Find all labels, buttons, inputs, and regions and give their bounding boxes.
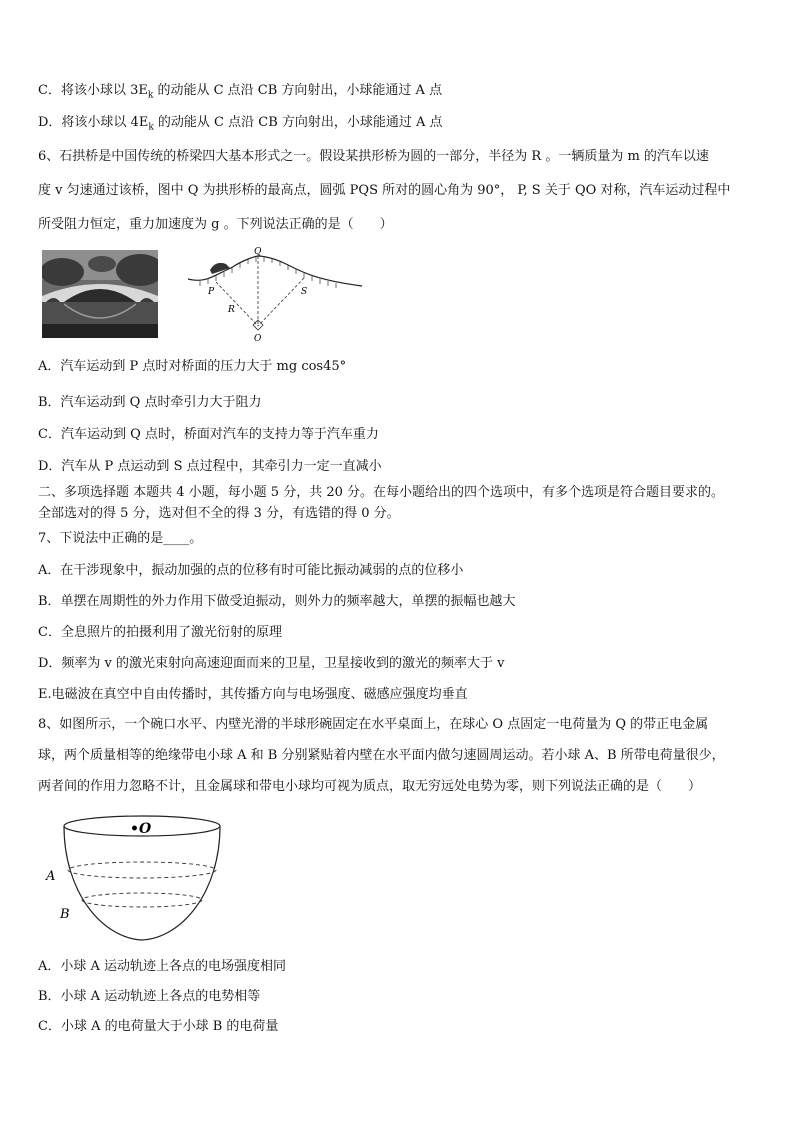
q5-option-d-text: D．将该小球以 4E <box>38 115 149 130</box>
q6-stem-line3: 所受阻力恒定，重力加速度为 g 。下列说法正确的是（ ） <box>38 217 393 232</box>
label-o: O <box>254 334 262 344</box>
q8-option-c: C．小球 A 的电荷量大于小球 B 的电荷量 <box>38 1019 279 1034</box>
q5-option-d <box>38 114 443 137</box>
q5-option-c-rest: 的动能从 C 点沿 CB 方向射出，小球能通过 A 点 <box>153 83 443 98</box>
label-bowl-o: •O <box>130 821 152 837</box>
q7-option-d: D．频率为 v 的激光束射向高速迎面而来的卫星，卫星接收到的激光的频率大于 v <box>38 656 505 671</box>
q7-stem: 7、下说法中正确的是____。 <box>38 531 203 546</box>
label-a: A <box>46 869 56 884</box>
q5-option-c-sub: k <box>147 90 154 101</box>
q5-option-d-sub: k <box>148 122 154 133</box>
q7-option-b: B．单摆在周期性的外力作用下做受迫振动，则外力的频率越大，单摆的振幅也越大 <box>38 594 516 609</box>
label-r: R <box>228 305 235 315</box>
section2-line1: 二、多项选择题 本题共 4 小题，每小题 5 分，共 20 分。在每小题给出的四个选项中，有多个选项是符合题目要求的。 <box>38 485 725 500</box>
q6-option-a: A．汽车运动到 P 点时对桥面的压力大于 mg cos45° <box>38 359 347 374</box>
q6-stem-line2: 度 v 匀速通过该桥，图中 Q 为拱形桥的最高点，圆弧 PQS 所对的圆心角为 90°， P, S 关于 QO 对称，汽车运动过程中 <box>38 183 731 198</box>
q7-option-c: C．全息照片的拍摄利用了激光衍射的原理 <box>38 625 282 640</box>
q8-stem-line2: 球，两个质量相等的绝缘带电小球 A 和 B 分别紧贴着内壁在水平面内做匀速圆周运动。若小球 A、B 所带电荷量很少， <box>38 748 725 763</box>
q8-option-a: A．小球 A 运动轨迹上各点的电场强度相同 <box>38 959 287 974</box>
q6-option-b: B．汽车运动到 Q 点时牵引力大于阻力 <box>38 395 262 410</box>
q8-option-b: B．小球 A 运动轨迹上各点的电势相等 <box>38 989 261 1004</box>
q8-stem-line3: 两者间的作用力忽略不计，且金属球和带电小球均可视为质点，取无穷远处电势为零，则下列说法正确的是（ ） <box>38 779 702 794</box>
label-q: Q <box>254 247 262 257</box>
q7-option-a: A．在干涉现象中，振动加强的点的位移有时可能比振动减弱的点的位移小 <box>38 563 464 578</box>
hemisphere-bowl-diagram <box>42 812 232 948</box>
arch-bridge-diagram <box>186 246 366 350</box>
q5-option-c-text: C．将该小球以 3E <box>38 83 148 98</box>
stone-bridge-photo <box>42 250 158 338</box>
label-p: P <box>208 287 215 297</box>
q6-stem-line1: 6、石拱桥是中国传统的桥梁四大基本形式之一。假设某拱形桥为圆的一部分，半径为 R 。一辆质量为 m 的汽车以速 <box>38 149 709 164</box>
q5-option-c <box>38 82 442 105</box>
q7-option-e: E.电磁波在真空中自由传播时，其传播方向与电场强度、磁感应强度均垂直 <box>38 687 468 702</box>
section2-line2: 全部选对的得 5 分，选对但不全的得 3 分，有选错的得 0 分。 <box>38 506 400 521</box>
q5-option-d-rest: 的动能从 C 点沿 CB 方向射出，小球能通过 A 点 <box>153 115 443 130</box>
label-s: S <box>301 287 308 297</box>
q6-option-c: C．汽车运动到 Q 点时，桥面对汽车的支持力等于汽车重力 <box>38 427 379 442</box>
q6-option-d: D．汽车从 P 点运动到 S 点过程中，其牵引力一定一直减小 <box>38 459 382 474</box>
label-b: B <box>60 907 70 922</box>
q8-stem-line1: 8、如图所示，一个碗口水平、内壁光滑的半球形碗固定在水平桌面上，在球心 O 点固定一电荷量为 Q 的带正电金属 <box>38 717 709 732</box>
